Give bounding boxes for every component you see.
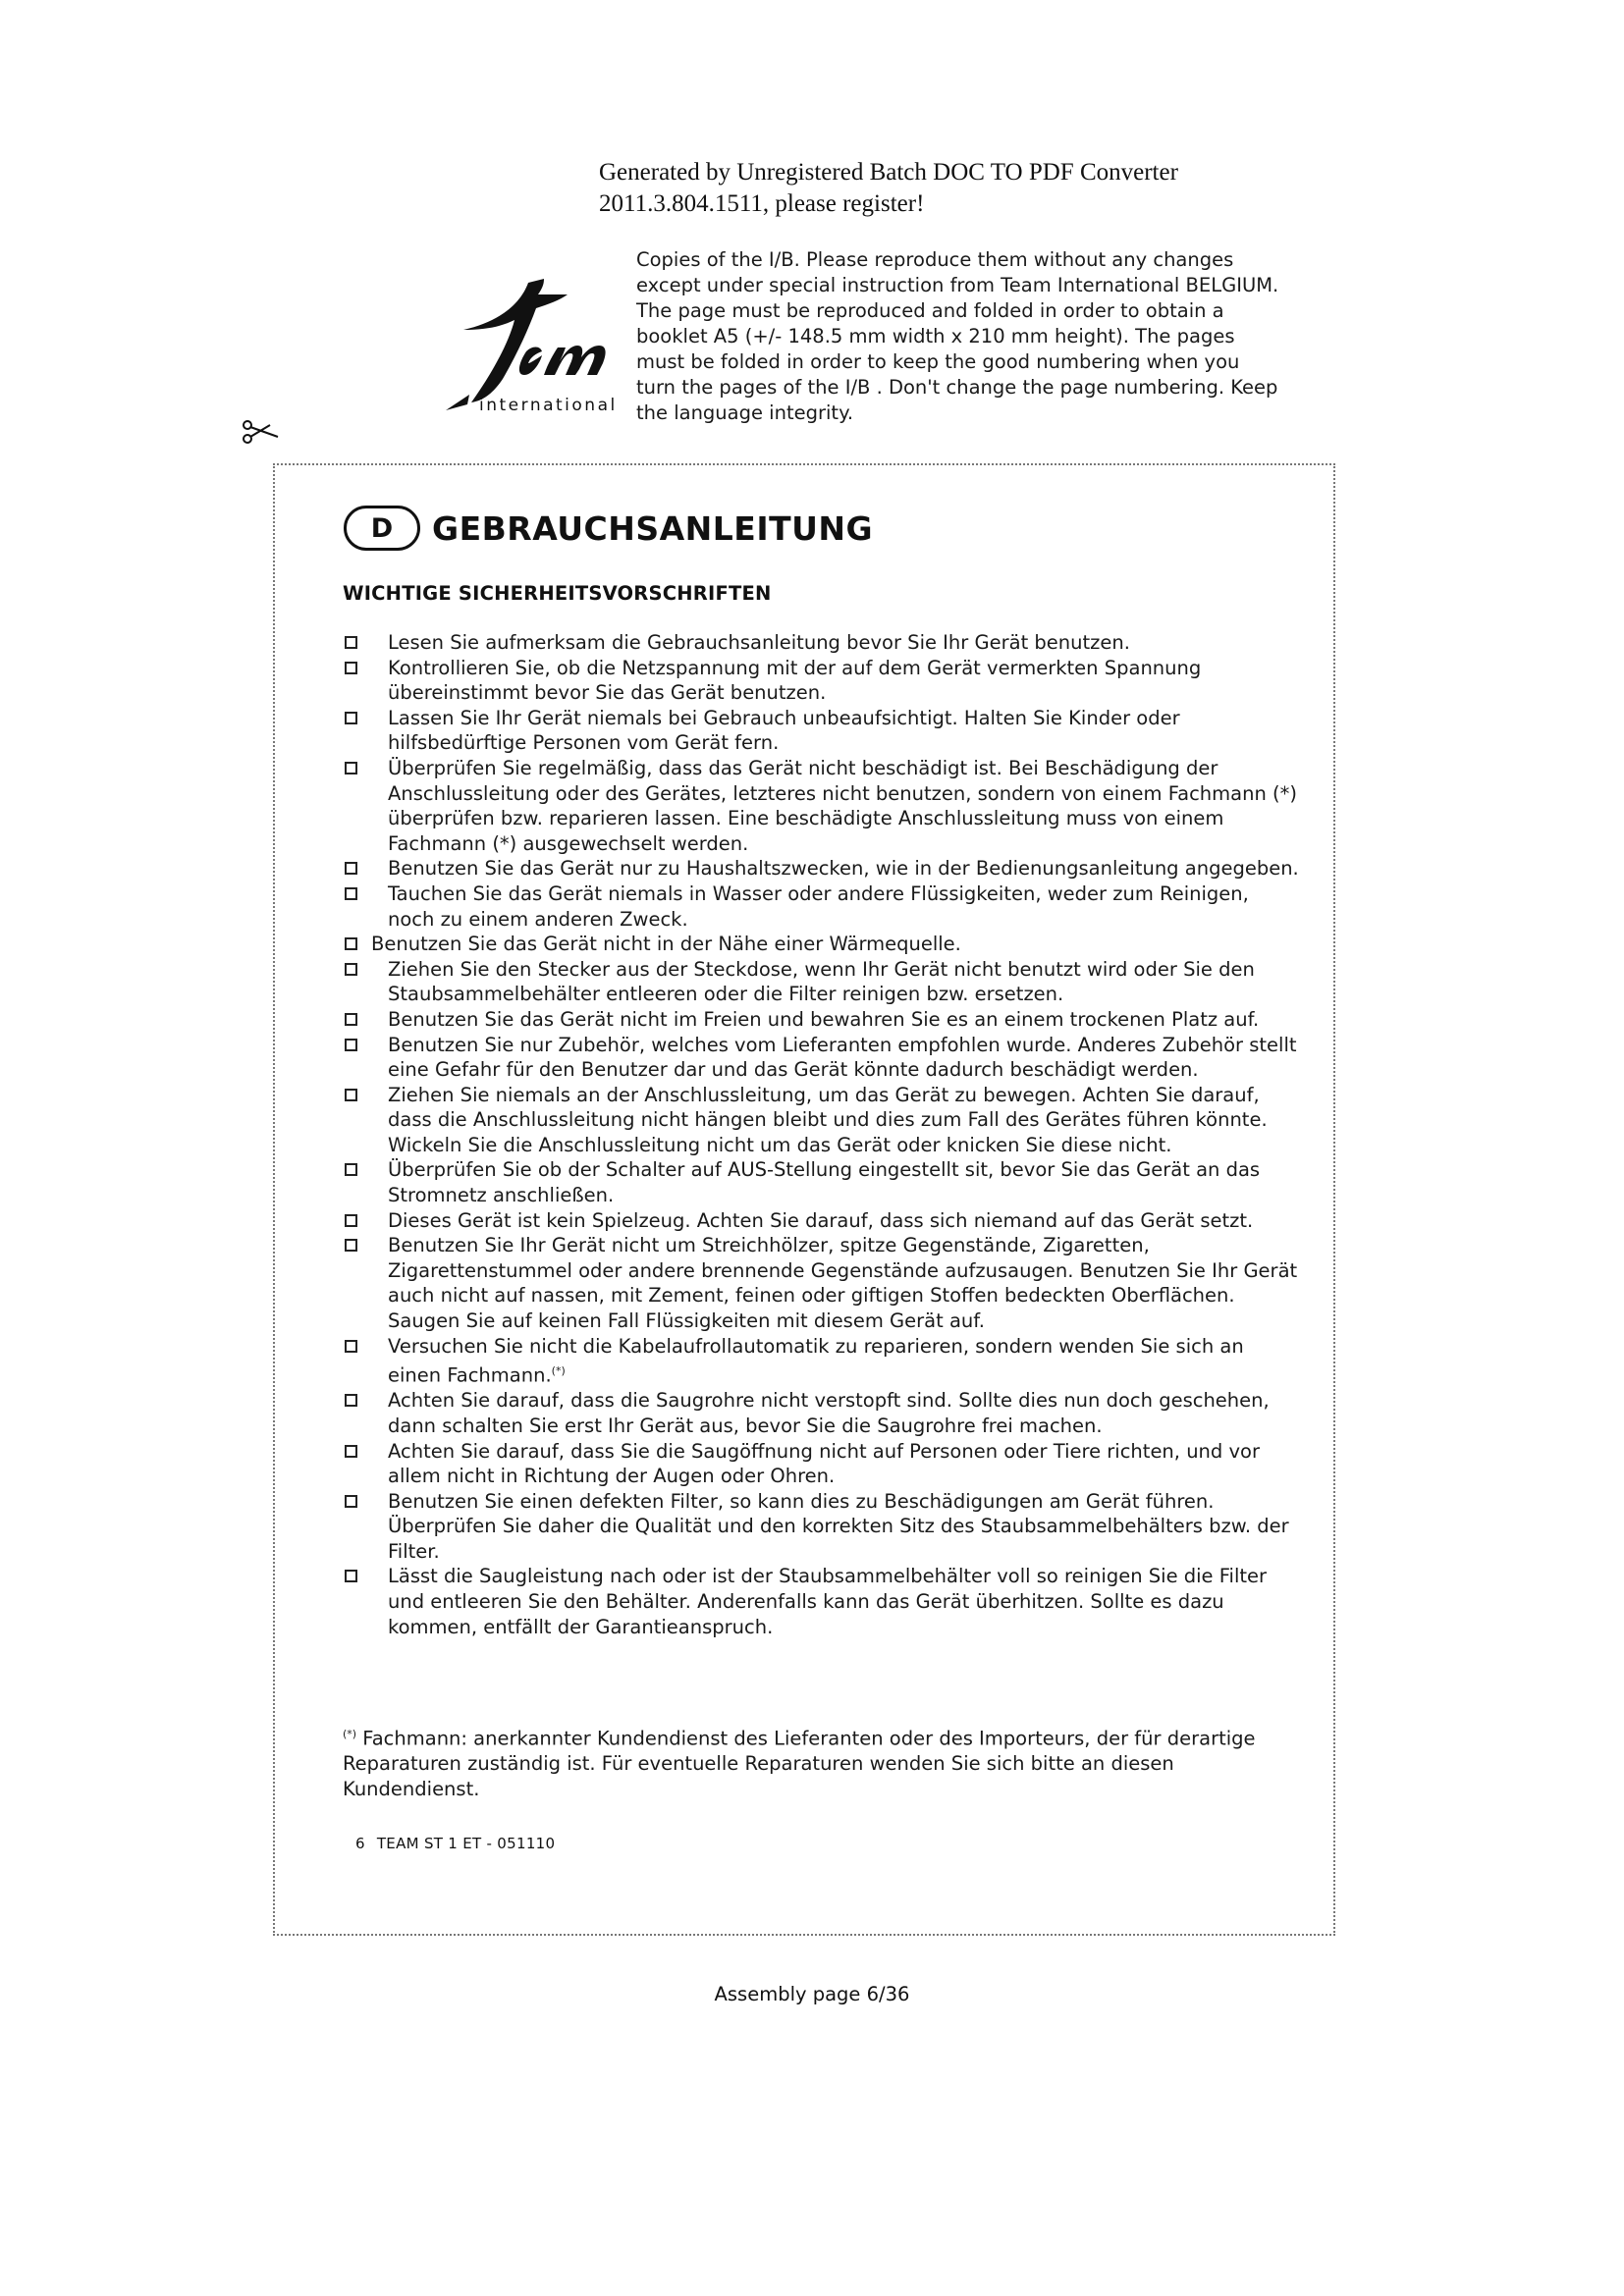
list-item [343,1439,1300,1489]
page-number: 6 [355,1835,365,1852]
list-item [343,630,1300,656]
checkbox-bullet-icon [345,1445,357,1458]
list-item [343,656,1300,706]
checkbox-bullet-icon [345,762,357,774]
manual-title-row [344,503,873,554]
checkbox-bullet-icon [345,712,357,724]
rule-text: Benutzen Sie Ihr Gerät nicht um Streichhölzer, spitze Gegenstände, Zigaretten, Zigarettenstummel oder andere brennende Gegenstände aufzusaugen. Benutzen Sie Ihr Gerät auch nicht auf nassen, mit Zement, feinen oder giftigen Stoffen bedeckten Oberflächen. Saugen Sie auf keinen Fall Flüssigkeiten mit diesem Gerät auf. [388,1234,1298,1333]
checkbox-bullet-icon [345,862,357,875]
rule-text: Ziehen Sie den Stecker aus der Steckdose, wenn Ihr Gerät nicht benutzt wird oder Sie den Staubsammelbehälter entleeren oder die Filter reinigen bzw. ersetzen. [388,957,1255,1006]
checkbox-bullet-icon [345,1039,357,1051]
rule-text: Dieses Gerät ist kein Spielzeug. Achten Sie darauf, dass sich niemand auf das Gerät setzt. [388,1208,1254,1232]
list-item [343,1564,1300,1639]
rule-text: Benutzen Sie das Gerät nur zu Haushaltszwecken, wie in der Bedienungsanleitung angegeben. [388,857,1299,881]
checkbox-bullet-icon [345,1163,357,1176]
checkbox-bullet-icon [345,662,357,674]
rule-text: Kontrollieren Sie, ob die Netzspannung mit der auf dem Gerät vermerkten Spannung übereinstimmt bevor Sie das Gerät benutzen. [388,656,1202,705]
footnote-text: Fachmann: anerkannter Kundendienst des Lieferanten oder des Importeurs, der für derartige Reparaturen zuständig ist. Für eventuelle Reparaturen wenden Sie sich bitte an diesen Kundendienst. [343,1727,1256,1800]
list-item [343,957,1300,1007]
list-item [343,1388,1300,1438]
checkbox-bullet-icon [345,1089,357,1101]
rule-text: Lassen Sie Ihr Gerät niemals bei Gebrauch unbeaufsichtigt. Halten Sie Kinder oder hilfsbedürftige Personen vom Gerät fern. [388,706,1180,755]
footnote-marker: (*) [551,1364,566,1378]
checkbox-bullet-icon [345,1340,357,1353]
list-item [343,1157,1300,1207]
manual-title: GEBRAUCHSANLEITUNG [432,508,874,548]
watermark-line-1: Generated by Unregistered Batch DOC TO PDF Converter [599,159,1178,186]
rule-text: Überprüfen Sie ob der Schalter auf AUS-Stellung eingestellt sit, bevor Sie das Gerät an das Stromnetz anschließen. [388,1158,1261,1207]
watermark-line-2: 2011.3.804.1511, please register! [599,190,925,217]
scissors-icon [241,417,282,447]
rule-text: Lässt die Saugleistung nach oder ist der Staubsammelbehälter voll so reinigen Sie die Filter und entleeren Sie den Behälter. Anderenfalls kann das Gerät überhitzen. Sollte es dazu kommen, entfällt der Garantieanspruch. [388,1565,1268,1638]
rule-text: Tauchen Sie das Gerät niemals in Wasser oder andere Flüssigkeiten, weder zum Reinigen, noch zu einem anderen Zweck. [388,881,1249,931]
checkbox-bullet-icon [345,636,357,649]
rule-text: Benutzen Sie einen defekten Filter, so kann dies zu Beschädigungen am Gerät führen. Überprüfen Sie daher die Qualität und den korrekten Sitz des Staubsammelbehälters bzw. der Filter. [388,1489,1289,1563]
svg-text:international: international [479,396,618,415]
section-heading: WICHTIGE SICHERHEITSVORSCHRIFTEN [343,582,772,605]
list-item [343,1233,1300,1333]
assembly-page-label: Assembly page 6/36 [714,1983,910,2005]
checkbox-bullet-icon [345,1239,357,1252]
list-item [343,1083,1300,1158]
checkbox-bullet-icon [345,1394,357,1407]
list-item [343,1208,1300,1234]
list-item [343,706,1300,756]
checkbox-bullet-icon [345,1570,357,1582]
list-item [343,1489,1300,1565]
rule-text: Versuchen Sie nicht die Kabelaufrollautomatik zu reparieren, sondern wenden Sie sich an einen Fachmann. [388,1334,1244,1387]
checkbox-bullet-icon [345,963,357,976]
page-footer [355,1835,555,1852]
list-item [343,932,1300,957]
rule-text: Ziehen Sie niemals an der Anschlussleitung, um das Gerät zu bewegen. Achten Sie darauf, dass die Anschlussleitung nicht hängen bleibt und dies zum Fall des Gerätes führen könnte. Wickeln Sie die Anschlussleitung nicht um das Gerät oder knicken Sie diese nicht. [388,1083,1268,1156]
list-item [343,856,1300,881]
rule-text: Achten Sie darauf, dass Sie die Saugöffnung nicht auf Personen oder Tiere richten, und vor allem nicht in Richtung der Augen oder Ohren. [388,1439,1260,1488]
safety-rules-list [343,630,1300,1639]
document-code: TEAM ST 1 ET - 051110 [376,1835,556,1852]
list-item [343,881,1300,932]
footnote-marker: (*) [343,1728,357,1740]
rule-text: Benutzen Sie das Gerät nicht im Freien und bewahren Sie es an einem trockenen Platz auf. [388,1007,1260,1031]
rule-text: Achten Sie darauf, dass die Saugrohre nicht verstopft sind. Sollte dies nun doch geschehen, dann schalten Sie erst Ihr Gerät aus, bevor Sie die Saugrohre frei machen. [388,1389,1270,1437]
footnote [343,1722,1300,1801]
checkbox-bullet-icon [345,1013,357,1026]
checkbox-bullet-icon [345,937,357,950]
rule-text: Benutzen Sie das Gerät nicht in der Nähe einer Wärmequelle. [371,933,961,956]
rule-text: Benutzen Sie nur Zubehör, welches vom Lieferanten empfohlen wurde. Anderes Zubehör stellt eine Gefahr für den Benutzer dar und das Gerät könnte dadurch beschädigt werden. [388,1033,1297,1082]
checkbox-bullet-icon [345,1495,357,1508]
reproduction-notice: Copies of the I/B. Please reproduce them without any changes except under special instruction from Team International BELGIUM. The page must be reproduced and folded in order to obtain a booklet A5 (+/- 148.5 mm width x 210 mm height). The pages must be folded in order to keep the good numbering when you turn the pages of the I/B . Don't change the page numbering. Keep the language integrity. [636,248,1279,424]
checkbox-bullet-icon [345,887,357,900]
rule-text: Überprüfen Sie regelmäßig, dass das Gerät nicht beschädigt ist. Bei Beschädigung der Anschlussleitung oder des Gerätes, letzteres nicht benutzen, sondern von einem Fachmann (*) überprüfen bzw. reparieren lassen. Eine beschädigte Anschlussleitung muss von einem Fachmann (*) ausgewechselt werden. [388,756,1297,855]
checkbox-bullet-icon [345,1214,357,1227]
list-item [343,1334,1300,1389]
list-item [343,756,1300,856]
converter-watermark [599,157,1286,220]
rule-text: Lesen Sie aufmerksam die Gebrauchsanleitung bevor Sie Ihr Gerät benutzen. [388,631,1130,654]
language-badge: D [344,506,420,551]
list-item [343,1007,1300,1033]
list-item [343,1033,1300,1083]
team-international-logo [430,265,626,422]
